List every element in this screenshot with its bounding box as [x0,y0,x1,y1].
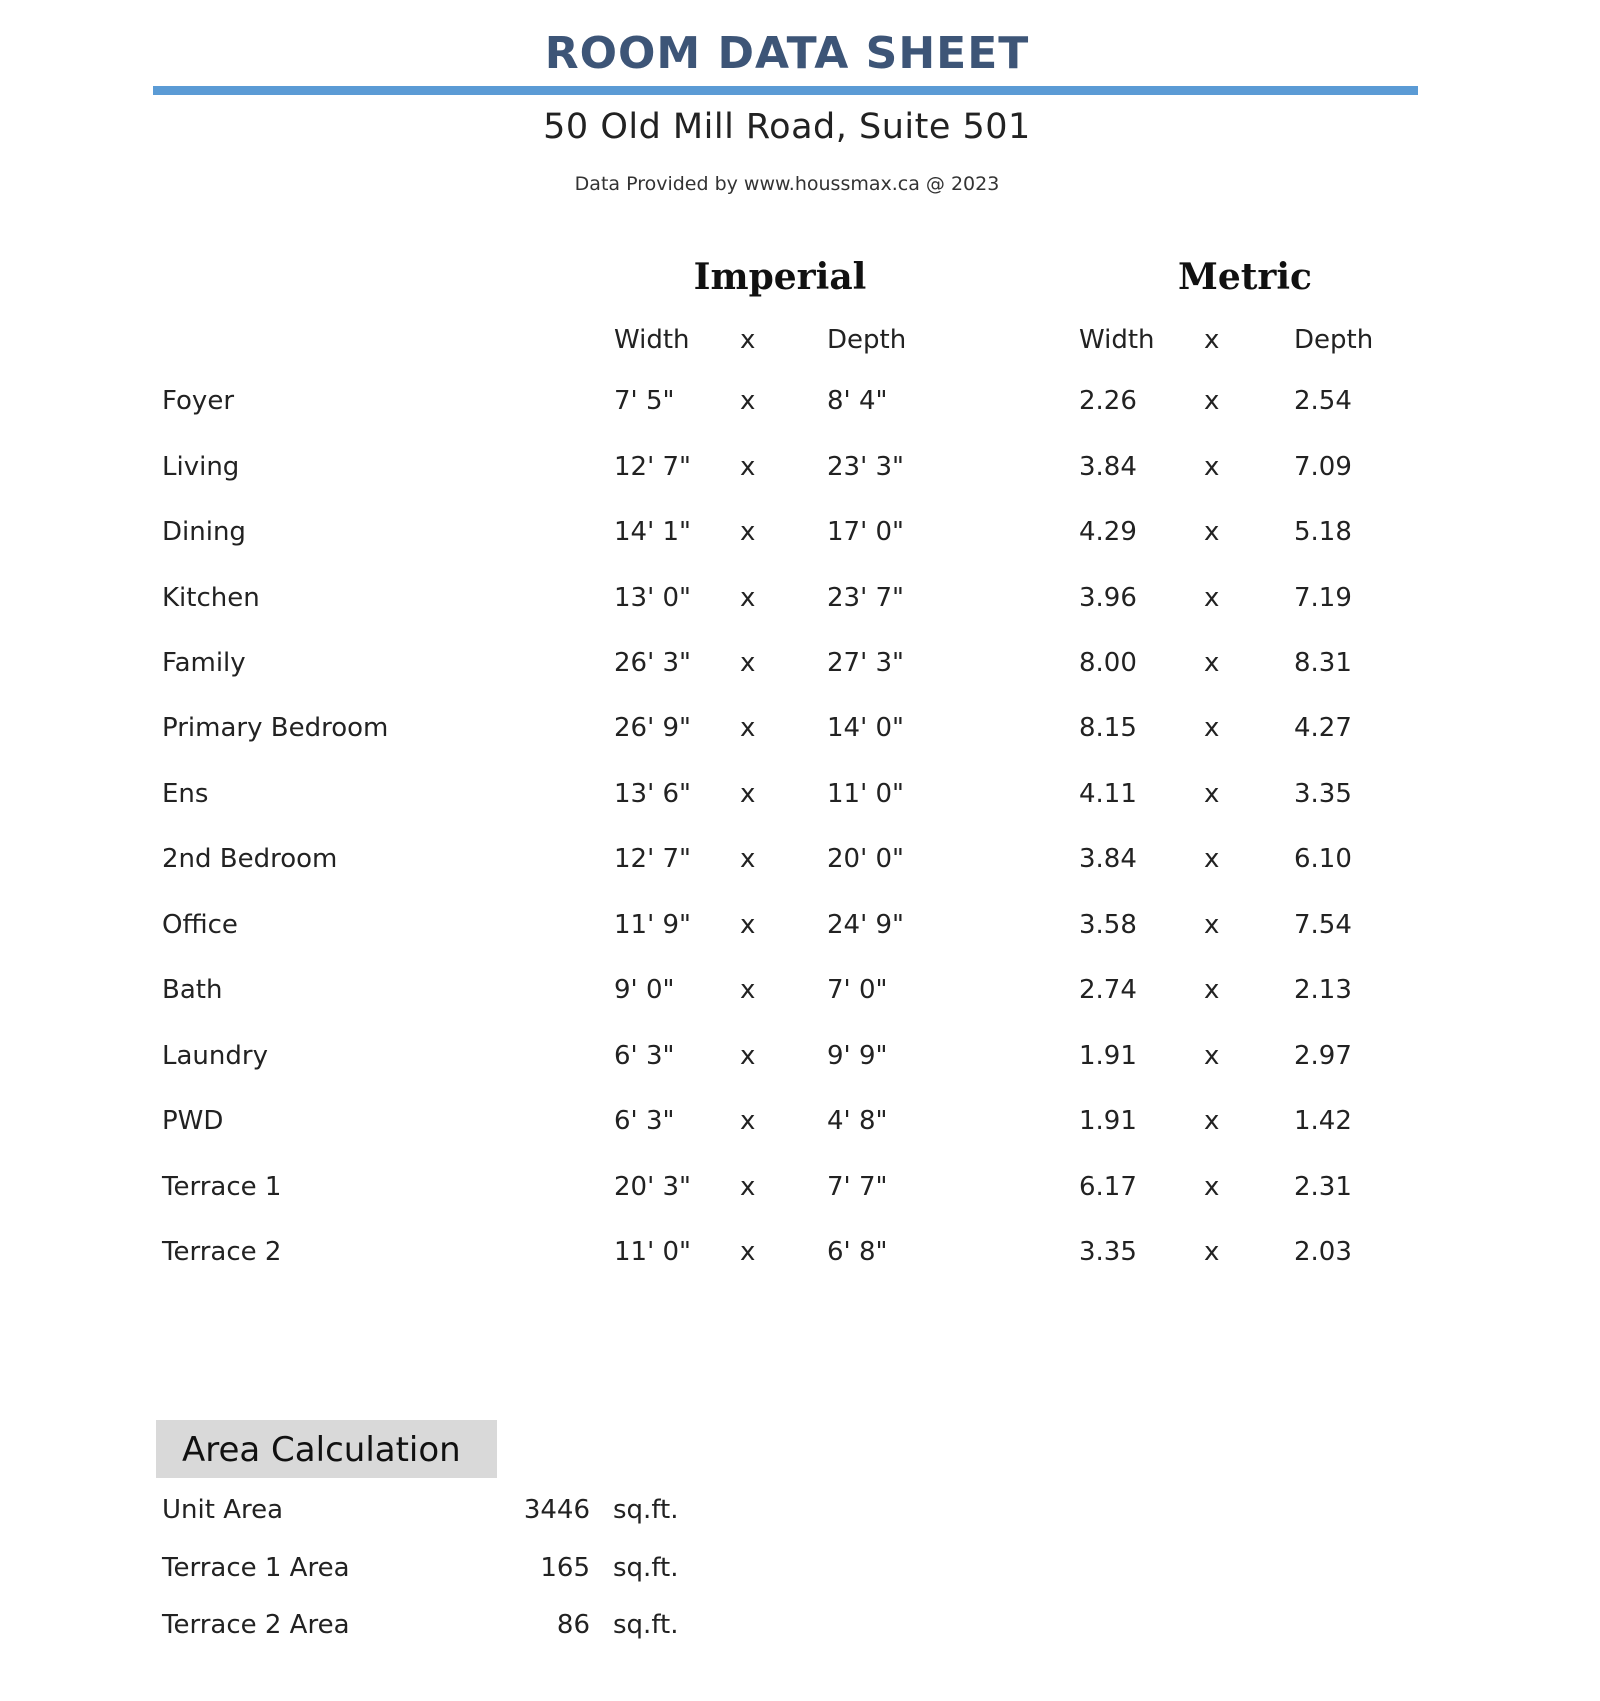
table-row [0,1234,1600,1294]
title-divider [153,86,1418,95]
imperial-depth: 6' 8" [827,1237,888,1267]
page-title: ROOM DATA SHEET [544,28,1030,79]
imperial-width: 26' 9" [614,713,691,743]
table-row [0,514,1600,574]
times-sign: x [740,713,756,743]
imperial-width: 14' 1" [614,517,691,547]
times-sign: x [1204,583,1220,613]
times-sign: x [740,1172,756,1202]
table-row [0,907,1600,967]
imperial-heading: Imperial [693,256,867,298]
times-sign: x [1204,1106,1220,1136]
metric-width: 2.26 [1079,386,1137,416]
metric-depth: 2.97 [1294,1041,1352,1071]
times-sign: x [1204,975,1220,1005]
table-row [0,449,1600,509]
metric-width: 8.15 [1079,713,1137,743]
times-sign: x [1204,452,1220,482]
metric-depth: 2.03 [1294,1237,1352,1267]
table-row [0,841,1600,901]
times-sign: x [740,1106,756,1136]
room-name: Ens [162,779,209,809]
table-row [0,710,1600,770]
metric-depth: 7.19 [1294,583,1352,613]
metric-depth: 7.09 [1294,452,1352,482]
area-row [0,1492,1600,1542]
metric-depth: 2.13 [1294,975,1352,1005]
area-row [0,1607,1600,1657]
imperial-width: 11' 0" [614,1237,691,1267]
times-sign: x [1204,1237,1220,1267]
metric-width: 1.91 [1079,1041,1137,1071]
imperial-depth: 8' 4" [827,386,888,416]
times-sign: x [740,975,756,1005]
imperial-depth-header: Depth [827,325,907,355]
imperial-width: 11' 9" [614,910,691,940]
imperial-depth: 11' 0" [827,779,904,809]
metric-width: 3.96 [1079,583,1137,613]
room-name: Living [162,452,240,482]
imperial-width: 26' 3" [614,648,691,678]
room-name: Terrace 2 [162,1237,282,1267]
metric-width: 3.58 [1079,910,1137,940]
room-name: Bath [162,975,223,1005]
times-sign: x [740,452,756,482]
metric-width: 8.00 [1079,648,1137,678]
imperial-width: 6' 3" [614,1041,675,1071]
imperial-depth: 7' 7" [827,1172,888,1202]
imperial-depth: 23' 3" [827,452,904,482]
imperial-width: 13' 0" [614,583,691,613]
metric-width: 3.35 [1079,1237,1137,1267]
room-name: Office [162,910,238,940]
times-sign: x [1204,779,1220,809]
imperial-width: 12' 7" [614,844,691,874]
imperial-width: 7' 5" [614,386,675,416]
imperial-depth: 23' 7" [827,583,904,613]
room-name: Dining [162,517,246,547]
times-sign: x [1204,1041,1220,1071]
table-row [0,1169,1600,1229]
imperial-width: 12' 7" [614,452,691,482]
imperial-depth: 9' 9" [827,1041,888,1071]
metric-depth: 2.54 [1294,386,1352,416]
imperial-depth: 4' 8" [827,1106,888,1136]
times-sign: x [1204,386,1220,416]
area-label: Unit Area [162,1495,284,1525]
times-sign: x [740,1041,756,1071]
imperial-width: 9' 0" [614,975,675,1005]
metric-depth: 3.35 [1294,779,1352,809]
room-name: 2nd Bedroom [162,844,338,874]
metric-depth-header: Depth [1294,325,1374,355]
area-label: Terrace 1 Area [162,1553,350,1583]
table-row [0,1103,1600,1163]
times-sign: x [1204,648,1220,678]
area-calculation-title: Area Calculation [182,1430,461,1470]
data-provider-note: Data Provided by www.houssmax.ca @ 2023 [574,173,1000,195]
imperial-depth: 20' 0" [827,844,904,874]
imperial-width: 6' 3" [614,1106,675,1136]
metric-width: 4.29 [1079,517,1137,547]
metric-width-header: Width [1079,325,1155,355]
metric-width: 4.11 [1079,779,1137,809]
metric-width: 3.84 [1079,844,1137,874]
imperial-times-header: x [740,325,756,355]
property-address: 50 Old Mill Road, Suite 501 [543,107,1031,147]
imperial-width: 20' 3" [614,1172,691,1202]
times-sign: x [740,386,756,416]
area-unit: sq.ft. [613,1495,679,1525]
room-name: Terrace 1 [162,1172,282,1202]
times-sign: x [740,844,756,874]
area-value: 86 [556,1610,590,1640]
times-sign: x [1204,1172,1220,1202]
area-unit: sq.ft. [613,1553,679,1583]
imperial-depth: 27' 3" [827,648,904,678]
metric-heading: Metric [1178,256,1312,298]
times-sign: x [740,910,756,940]
room-name: Foyer [162,386,235,416]
imperial-depth: 14' 0" [827,713,904,743]
metric-width: 6.17 [1079,1172,1137,1202]
times-sign: x [1204,517,1220,547]
times-sign: x [1204,910,1220,940]
metric-depth: 1.42 [1294,1106,1352,1136]
area-row [0,1550,1600,1600]
imperial-width-header: Width [614,325,690,355]
room-name: Family [162,648,246,678]
table-row [0,1038,1600,1098]
metric-depth: 7.54 [1294,910,1352,940]
metric-width: 1.91 [1079,1106,1137,1136]
imperial-depth: 17' 0" [827,517,904,547]
metric-depth: 5.18 [1294,517,1352,547]
times-sign: x [740,517,756,547]
times-sign: x [740,779,756,809]
table-row [0,972,1600,1032]
area-label: Terrace 2 Area [162,1610,350,1640]
area-unit: sq.ft. [613,1610,679,1640]
times-sign: x [740,1237,756,1267]
area-value: 165 [540,1553,590,1583]
metric-width: 2.74 [1079,975,1137,1005]
table-row [0,645,1600,705]
table-row [0,383,1600,443]
times-sign: x [740,648,756,678]
imperial-depth: 24' 9" [827,910,904,940]
room-name: Laundry [162,1041,268,1071]
table-row [0,580,1600,640]
room-name: Primary Bedroom [162,713,389,743]
metric-depth: 8.31 [1294,648,1352,678]
imperial-depth: 7' 0" [827,975,888,1005]
metric-times-header: x [1204,325,1220,355]
room-name: Kitchen [162,583,260,613]
area-value: 3446 [523,1495,590,1525]
metric-depth: 4.27 [1294,713,1352,743]
metric-depth: 6.10 [1294,844,1352,874]
metric-depth: 2.31 [1294,1172,1352,1202]
imperial-width: 13' 6" [614,779,691,809]
table-row [0,776,1600,836]
times-sign: x [1204,844,1220,874]
area-calculation-heading [156,1420,497,1478]
room-name: PWD [162,1106,224,1136]
metric-width: 3.84 [1079,452,1137,482]
times-sign: x [1204,713,1220,743]
times-sign: x [740,583,756,613]
